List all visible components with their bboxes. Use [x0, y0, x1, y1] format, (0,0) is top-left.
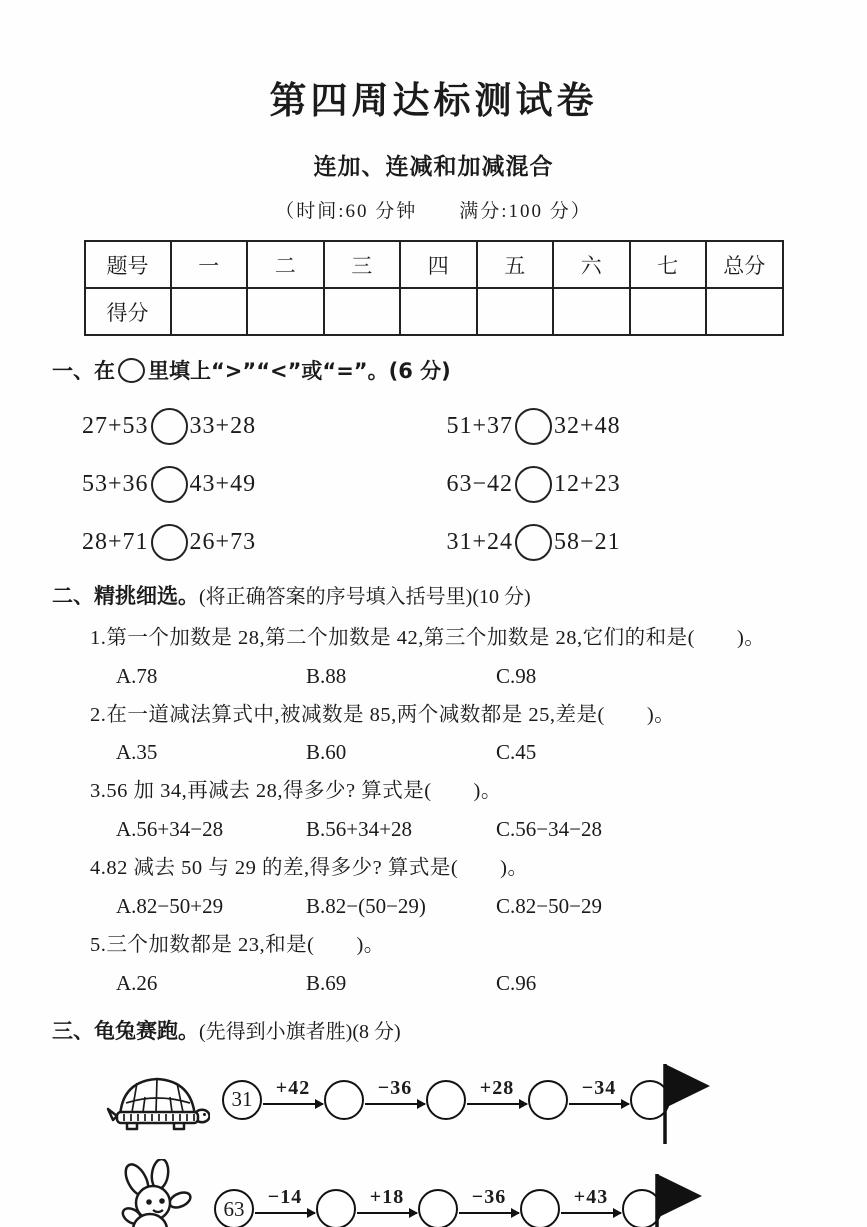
operation-arrow	[569, 1077, 629, 1105]
question-text: 4.82 减去 50 与 29 的差,得多少? 算式是( )。	[90, 857, 529, 880]
answer-option: C.82−50−29	[496, 893, 602, 918]
operation-arrow	[255, 1186, 315, 1214]
comparison-item	[447, 524, 812, 561]
left-expression: 63−42	[446, 471, 514, 498]
answer-circle[interactable]	[515, 524, 552, 561]
exam-meta: （时间:60 分钟 满分:100 分）	[275, 201, 592, 222]
comparison-item	[447, 466, 812, 503]
score-table-column-header: 三	[324, 241, 401, 288]
section-one-heading	[52, 357, 811, 386]
left-expression: 51+37	[446, 413, 514, 440]
answer-circle[interactable]	[515, 408, 552, 445]
comparison-grid	[52, 408, 811, 561]
comparison-item	[82, 408, 447, 445]
answer-circle[interactable]	[520, 1189, 560, 1227]
answer-circle[interactable]	[151, 466, 188, 503]
score-entry-cell[interactable]	[400, 288, 477, 335]
race-row-rabbit	[52, 1159, 811, 1227]
page-subtitle: 连加、连减和加减混合	[313, 154, 554, 180]
score-table-column-header: 六	[553, 241, 630, 288]
section-two-heading-note: (将正确答案的序号填入括号里)(10 分)	[199, 586, 531, 609]
answer-circle[interactable]	[418, 1189, 458, 1227]
answer-option: B.56+34+28	[306, 817, 412, 842]
calculation-chain	[214, 1164, 705, 1227]
paper-content	[0, 357, 867, 1227]
left-expression: 28+71	[82, 529, 149, 556]
turtle-image	[104, 1066, 210, 1134]
operation-label: −36	[471, 1186, 507, 1208]
score-entry-cell[interactable]	[630, 288, 707, 335]
operation-label: −34	[581, 1076, 617, 1099]
answer-option: B.60	[306, 740, 347, 765]
question	[52, 700, 811, 766]
answer-options	[52, 971, 811, 996]
answer-circle[interactable]	[426, 1080, 466, 1120]
operation-arrow	[459, 1186, 519, 1214]
answer-option: C.98	[496, 663, 537, 688]
score-table-column-header: 五	[477, 241, 554, 288]
answer-option: A.56+34−28	[116, 817, 224, 842]
answer-circle-icon	[118, 358, 145, 383]
answer-circle[interactable]	[316, 1189, 356, 1227]
section-three-heading	[52, 1017, 811, 1046]
question-text: 1.第一个加数是 28,第二个加数是 42,第三个加数是 28,它们的和是( )。	[90, 626, 766, 649]
answer-options	[52, 740, 811, 765]
score-table	[84, 240, 784, 336]
answer-option: A.82−50+29	[116, 893, 224, 918]
page-title: 第四周达标测试卷	[269, 79, 598, 122]
question-text: 5.三个加数都是 23,和是( )。	[90, 933, 385, 956]
section-two-heading-bold: 二、精挑细选。	[52, 584, 199, 609]
answer-options	[52, 894, 811, 919]
score-table-column-header: 四	[400, 241, 477, 288]
section-two-heading	[52, 582, 811, 611]
answer-option: C.56−34−28	[496, 817, 602, 842]
answer-option: B.88	[306, 663, 347, 688]
score-table-corner-label: 题号	[85, 241, 171, 288]
finish-flag-icon	[657, 1062, 713, 1153]
score-entry-cell[interactable]	[247, 288, 324, 335]
score-entry-cell[interactable]	[706, 288, 783, 335]
start-value-circle: 63	[214, 1189, 254, 1227]
answer-circle[interactable]	[151, 524, 188, 561]
operation-label: +42	[275, 1076, 311, 1099]
operation-arrow	[467, 1077, 527, 1105]
race-diagrams	[52, 1054, 811, 1227]
arrow-icon	[365, 1103, 425, 1105]
answer-option: C.96	[496, 970, 537, 995]
operation-label: −36	[377, 1076, 413, 1099]
score-table-column-header: 总分	[706, 241, 783, 288]
calculation-chain	[222, 1054, 713, 1145]
left-expression: 27+53	[82, 413, 149, 440]
right-expression: 32+48	[554, 413, 621, 440]
section-one-heading-pre: 一、在	[52, 359, 115, 383]
score-table-column-header: 一	[171, 241, 248, 288]
answer-circle[interactable]	[528, 1080, 568, 1120]
score-row-label: 得分	[85, 288, 171, 335]
score-table-header-row	[85, 241, 783, 288]
multiple-choice-questions	[52, 623, 811, 996]
operation-arrow	[357, 1186, 417, 1214]
operation-label: +28	[479, 1076, 515, 1099]
comparison-item	[82, 466, 447, 503]
question	[52, 776, 811, 842]
operation-arrow	[263, 1077, 323, 1105]
right-expression: 43+49	[189, 471, 257, 498]
operation-arrow	[365, 1077, 425, 1105]
operation-label: +18	[369, 1186, 405, 1208]
score-table-score-row	[85, 288, 783, 335]
question-text: 3.56 加 34,再减去 28,得多少? 算式是( )。	[90, 780, 502, 803]
arrow-icon	[569, 1103, 629, 1105]
score-entry-cell[interactable]	[477, 288, 554, 335]
question	[52, 930, 811, 996]
answer-options	[52, 817, 811, 842]
answer-option: A.35	[116, 740, 158, 765]
score-table-column-header: 二	[247, 241, 324, 288]
question-text: 2.在一道减法算式中,被减数是 85,两个减数都是 25,差是( )。	[90, 703, 676, 726]
operation-arrow	[561, 1186, 621, 1214]
score-entry-cell[interactable]	[324, 288, 401, 335]
question	[52, 853, 811, 919]
score-table-column-header: 七	[630, 241, 707, 288]
left-expression: 31+24	[446, 529, 514, 556]
section-three-heading-note: (先得到小旗者胜)(8 分)	[199, 1020, 401, 1043]
arrow-icon	[459, 1212, 519, 1214]
answer-option: A.78	[116, 663, 158, 688]
arrow-icon	[561, 1212, 621, 1214]
answer-option: B.69	[306, 970, 347, 995]
section-one-heading-post: 里填上“>”“<”或“=”。(6 分)	[148, 359, 451, 383]
question	[52, 623, 811, 689]
finish-flag-icon	[649, 1172, 705, 1227]
right-expression: 12+23	[554, 471, 621, 498]
arrow-icon	[255, 1212, 315, 1214]
race-row-turtle	[52, 1054, 811, 1145]
score-entry-cell[interactable]	[553, 288, 630, 335]
arrow-icon	[263, 1103, 323, 1105]
answer-option: C.45	[496, 740, 537, 765]
arrow-icon	[467, 1103, 527, 1105]
start-value-circle: 31	[222, 1080, 262, 1120]
section-three-heading-bold: 三、龟兔赛跑。	[52, 1018, 199, 1043]
comparison-item	[447, 408, 812, 445]
right-expression: 26+73	[189, 529, 257, 556]
score-entry-cell[interactable]	[171, 288, 248, 335]
answer-circle[interactable]	[324, 1080, 364, 1120]
answer-option: B.82−(50−29)	[306, 893, 426, 918]
left-expression: 53+36	[82, 471, 149, 498]
right-expression: 33+28	[189, 413, 257, 440]
operation-label: +43	[573, 1186, 609, 1208]
answer-circle[interactable]	[151, 408, 188, 445]
rabbit-image	[110, 1159, 202, 1227]
operation-label: −14	[267, 1186, 303, 1208]
comparison-item	[82, 524, 447, 561]
answer-options	[52, 664, 811, 689]
arrow-icon	[357, 1212, 417, 1214]
right-expression: 58−21	[554, 529, 621, 556]
answer-circle[interactable]	[515, 466, 552, 503]
answer-option: A.26	[116, 970, 158, 995]
